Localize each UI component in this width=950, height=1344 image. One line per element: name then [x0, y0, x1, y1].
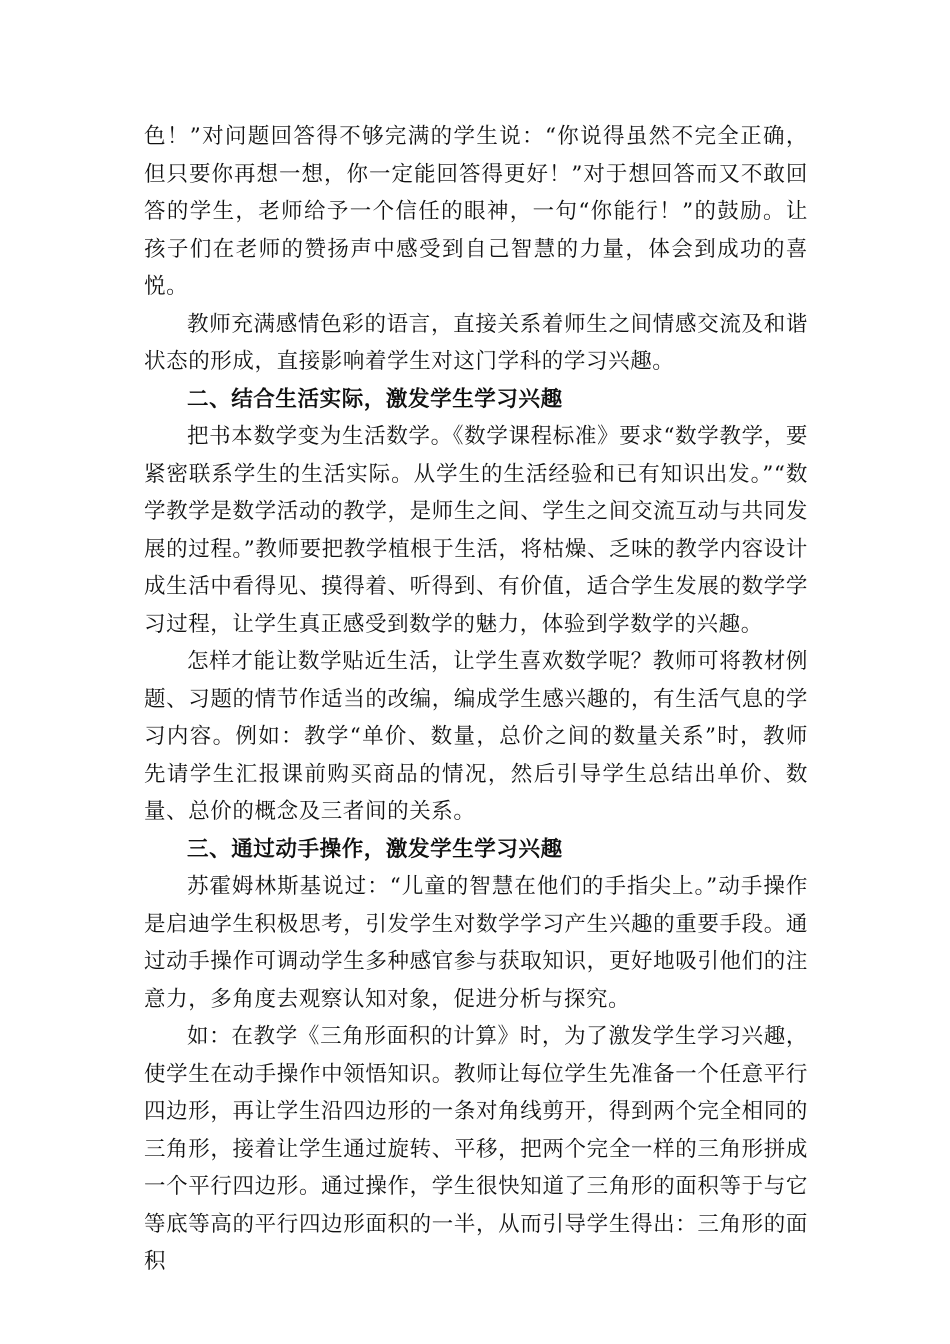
paragraph-3: 把书本数学变为生活数学。《数学课程标准》要求“数学教学，要紧密联系学生的生活实际。从学生的生活经验和已有知识出发。”“数学教学是数学活动的教学，是师生之间、学生之间交流互动与共同发展的过程。”教师要把教学植根于生活，将枯燥、乏味的教学内容设计成生活中看得见、摸得着、听得到、有价值，适合学生发展的数学学习过程，让学生真正感受到数学的魅力，体验到学数学的兴趣。 [144, 424, 808, 637]
paragraph-4: 怎样才能让数学贴近生活，让学生喜欢数学呢？教师可将教材例题、习题的情节作适当的改编，编成学生感兴趣的，有生活气息的学习内容。例如：教学“单价、数量，总价之间的数量关系”时，教师先请学生汇报课前购买商品的情况，然后引导学生总结出单价、数量、总价的概念及三者间的关系。 [144, 649, 808, 824]
paragraph-5: 苏霍姆林斯基说过：“儿童的智慧在他们的手指尖上。”动手操作是启迪学生积极思考，引发学生对数学学习产生兴趣的重要手段。通过动手操作可调动学生多种感官参与获取知识，更好地吸引他们的注意力，多角度去观察认知对象，促进分析与探究。 [144, 874, 808, 1012]
paragraph-6: 如：在教学《三角形面积的计算》时，为了激发学生学习兴趣，使学生在动手操作中领悟知识。教师让每位学生先准备一个任意平行四边形，再让学生沿四边形的一条对角线剪开，得到两个完全相同的三角形，接着让学生通过旋转、平移，把两个完全一样的三角形拼成一个平行四边形。通过操作，学生很快知道了三角形的面积等于与它等底等高的平行四边形面积的一半，从而引导学生得出：三角形的面积 [144, 1024, 808, 1274]
paragraph-2: 教师充满感情色彩的语言，直接关系着师生之间情感交流及和谐状态的形成，直接影响着学生对这门学科的学习兴趣。 [144, 311, 808, 374]
paragraph-1: 色！”对问题回答得不够完满的学生说：“你说得虽然不完全正确，但只要你再想一想，你一定能回答得更好！”对于想回答而又不敢回答的学生，老师给予一个信任的眼神，一句“你能行！”的鼓励。让孩子们在老师的赞扬声中感受到自己智慧的力量，体会到成功的喜悦。 [144, 124, 808, 299]
document-body [144, 118, 808, 1281]
section-heading-3: 三、通过动手操作，激发学生学习兴趣 [187, 836, 563, 862]
section-heading-2: 二、结合生活实际，激发学生学习兴趣 [187, 386, 563, 412]
